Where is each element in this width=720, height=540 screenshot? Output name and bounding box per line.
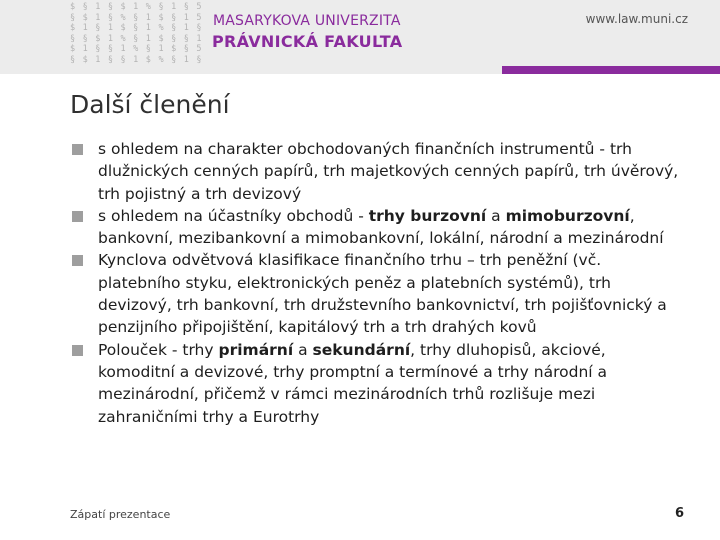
header-accent-bar	[502, 66, 720, 74]
bullet-list	[72, 138, 684, 428]
bullet-square-icon	[72, 211, 83, 222]
bullet-text-segment: s ohledem na charakter obchodovaných finančních instrumentů - trh dlužnických cenných papírů, trh majetkových cenných papírů, trh úvěrový, trh pojistný a trh devizový	[98, 140, 679, 203]
bullet-text-segment: , bankovní, mezibankovní a mimobankovní, lokální, národní a mezinárodní	[98, 206, 664, 248]
faculty-name: PRÁVNICKÁ FAKULTA	[212, 32, 403, 51]
bullet-text	[98, 341, 607, 426]
bullet-text	[98, 251, 667, 336]
bullet-text-segment: Polouček - trhy	[98, 340, 219, 359]
bullet-item	[72, 339, 684, 428]
bullet-text-segment: , trhy dluhopisů, akciové, komoditní a devizové, trhy promptní a termínové a trhy národní a mezinárodní, přičemž v rámci mezinárodních trhů rozlišuje mezi zahraničními trhy a Eurotrhy	[98, 340, 608, 426]
website-url: www.law.muni.cz	[585, 12, 688, 26]
bullet-square-icon	[72, 255, 83, 266]
university-name: MASARYKOVA UNIVERZITA	[213, 13, 401, 29]
bullet-emphasis: primární	[218, 340, 294, 359]
bullet-item	[72, 205, 684, 250]
bullet-square-icon	[72, 345, 83, 356]
university-logo-pattern: $ § 1 § $ 1 % § 1 § $ 1 § % § 1 $ § $ 1 § 1 $ § 1 % § § § $ 1 % § 1 $ § $ 1 § § 1 % § 1 $ § $ 1 § § 1 $ % §	[70, 2, 178, 65]
bullet-emphasis: sekundární	[312, 340, 411, 359]
bullet-text-segment: s ohledem na účastníky obchodů -	[98, 206, 369, 225]
slide-title: Další členění	[70, 90, 230, 119]
page-number: 6	[674, 506, 684, 521]
bullet-text-segment: Kynclova odvětvová klasifikace finančního trhu – trh peněžní (vč. platebního styku, elektronických peněz a platebních systémů), trh devizový, trh bankovní, trh družstevního bankovnictví, trh pojišťovnický a penzijního připojištění, kapitálový trh a trh drahých kovů	[98, 251, 667, 337]
bullet-item	[72, 249, 684, 338]
bullet-text-segment: a	[293, 340, 313, 359]
footer-text: Zápatí prezentace	[70, 508, 171, 521]
bullet-item	[72, 138, 684, 205]
bullet-text	[98, 140, 678, 203]
bullet-emphasis: mimoburzovní	[505, 206, 630, 225]
bullet-square-icon	[72, 144, 83, 155]
bullet-emphasis: trhy burzovní	[368, 206, 487, 225]
bullet-text	[98, 207, 664, 247]
bullet-text-segment: a	[486, 206, 506, 225]
